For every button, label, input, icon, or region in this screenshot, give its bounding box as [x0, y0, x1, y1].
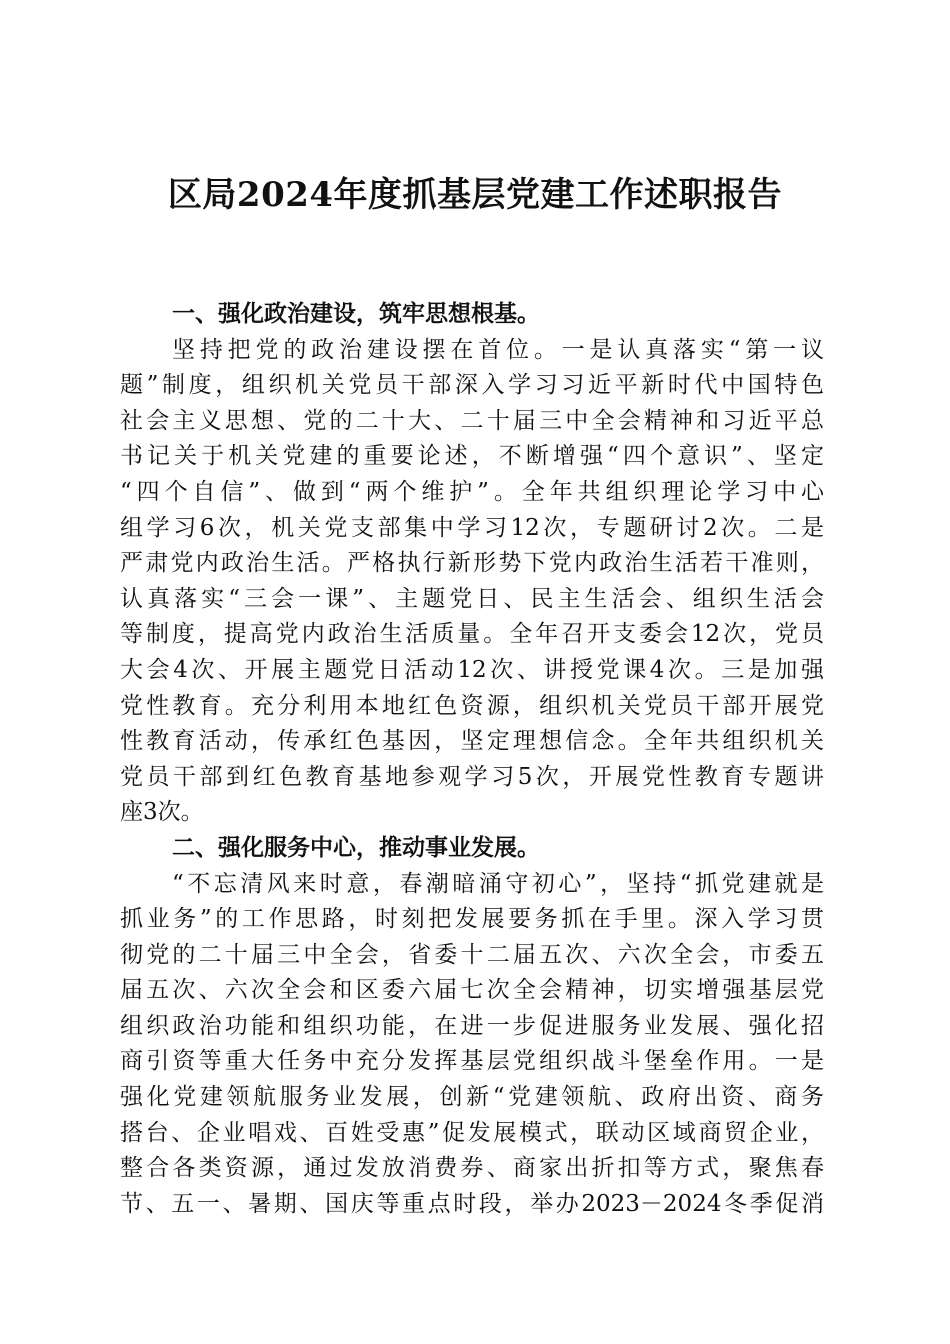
paragraph-line: 抓业务”的工作思路，时刻把发展要务抓在手里。深入学习贯: [120, 906, 824, 933]
paragraph-line: 组织政治功能和组织功能，在进一步促进服务业发展、强化招: [120, 1012, 824, 1039]
document-body: [120, 297, 824, 1222]
paragraph-line: 座3次。: [120, 799, 204, 826]
paragraph-line: 大会4次、开展主题党日活动12次、讲授党课4次。三是加强: [120, 656, 824, 683]
paragraph-line: 书记关于机关党建的重要论述，不断增强“四个意识”、坚定: [120, 443, 824, 470]
paragraph-line: 届五次、六次全会和区委六届七次全会精神，切实增强基层党: [120, 977, 824, 1004]
paragraph-line: 整合各类资源，通过发放消费券、商家出折扣等方式，聚焦春: [120, 1155, 824, 1182]
section-1-paragraph: [120, 333, 824, 831]
document-title: 区局2024年度抓基层党建工作述职报告: [167, 175, 783, 215]
paragraph-line: 党性教育。充分利用本地红色资源，组织机关党员干部开展党: [120, 692, 824, 719]
paragraph-line: “不忘清风来时意，春潮暗涌守初心”，坚持“抓党建就是: [172, 870, 824, 897]
paragraph-line: 搭台、企业唱戏、百姓受惠”促发展模式，联动区域商贸企业，: [120, 1119, 824, 1146]
paragraph-line: 商引资等重大任务中充分发挥基层党组织战斗堡垒作用。一是: [120, 1048, 824, 1075]
section-2-paragraph: [120, 867, 824, 1223]
paragraph-line: 组学习6次，机关党支部集中学习12次，专题研讨2次。二是: [120, 514, 824, 541]
paragraph-line: 认真落实“三会一课”、主题党日、民主生活会、组织生活会: [120, 585, 824, 612]
section-heading-2: 二、强化服务中心，推动事业发展。: [172, 834, 540, 861]
paragraph-line: “四个自信”、做到“两个维护”。全年共组织理论学习中心: [120, 478, 824, 505]
paragraph-line: 强化党建领航服务业发展，创新“党建领航、政府出资、商务: [120, 1084, 824, 1111]
section-heading-1: 一、强化政治建设，筑牢思想根基。: [172, 301, 540, 327]
paragraph-line: 等制度，提高党内政治生活质量。全年召开支委会12次，党员: [120, 621, 824, 648]
paragraph-line: 性教育活动，传承红色基因，坚定理想信念。全年共组织机关: [120, 728, 824, 755]
paragraph-line: 节、五一、暑期、国庆等重点时段，举办2023－2024冬季促消: [120, 1190, 824, 1217]
paragraph-line: 严肃党内政治生活。严格执行新形势下党内政治生活若干准则，: [120, 550, 824, 577]
paragraph-line: 党员干部到红色教育基地参观学习5次，开展党性教育专题讲: [120, 763, 824, 790]
paragraph-line: 彻党的二十届三中全会，省委十二届五次、六次全会，市委五: [120, 941, 824, 968]
paragraph-line: 坚持把党的政治建设摆在首位。一是认真落实“第一议: [172, 336, 824, 363]
paragraph-line: 题”制度，组织机关党员干部深入学习习近平新时代中国特色: [120, 372, 824, 399]
paragraph-line: 社会主义思想、党的二十大、二十届三中全会精神和习近平总: [120, 407, 824, 434]
